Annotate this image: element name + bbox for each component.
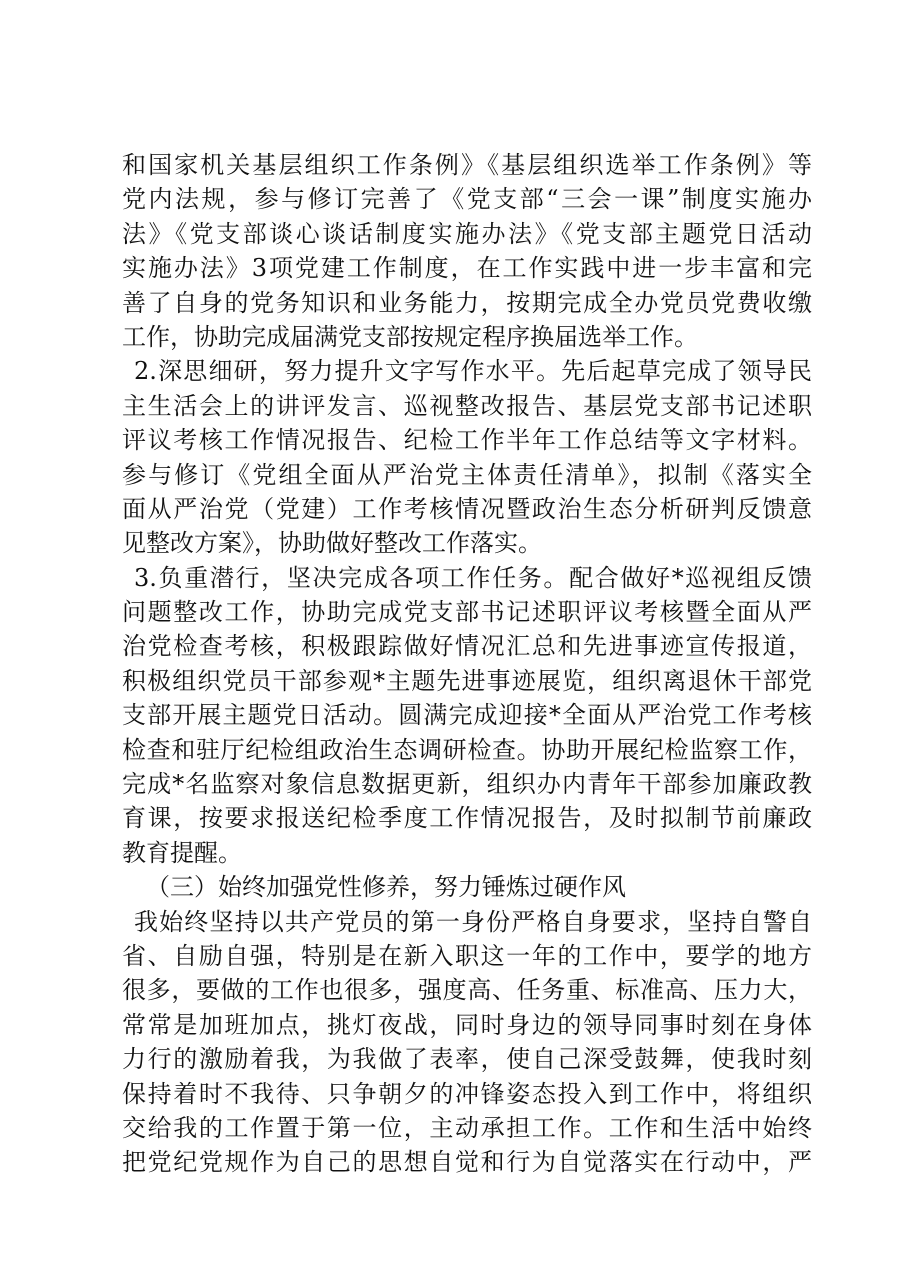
text-line: 善了自身的党务知识和业务能力，按期完成全办党员党费收缴 — [122, 288, 812, 317]
text-line: 参与修订《党组全面从严治党主体责任清单》，拟制《落实全 — [122, 460, 812, 489]
text-line: 问题整改工作，协助完成党支部书记述职评议考核暨全面从严 — [122, 598, 812, 627]
text-line: 党内法规，参与修订完善了《党支部“三会一课”制度实施办 — [122, 185, 812, 214]
text-line: 积极组织党员干部参观*主题先进事迹展览，组织离退休干部党 — [122, 666, 812, 695]
text-line: 治党检查考核，积极跟踪做好情况汇总和先进事迹宣传报道， — [122, 632, 812, 661]
text-line: 育课，按要求报送纪检季度工作情况报告，及时拟制节前廉政 — [122, 804, 812, 833]
text-line: 实施办法》3项党建工作制度，在工作实践中进一步丰富和完 — [122, 254, 812, 283]
text-line: 常常是加班加点，挑灯夜战，同时身边的领导同事时刻在身体 — [122, 1010, 812, 1039]
text-line: 力行的激励着我，为我做了表率，使自己深受鼓舞，使我时刻 — [122, 1045, 812, 1074]
text-line: 保持着时不我待、只争朝夕的冲锋姿态投入到工作中，将组织 — [122, 1079, 812, 1108]
section-heading: （三）始终加强党性修养，努力锤炼过硬作风 — [146, 873, 626, 902]
text-line: 省、自励自强，特别是在新入职这一年的工作中，要学的地方 — [122, 941, 812, 970]
text-line: 工作，协助完成届满党支部按规定程序换届选举工作。 — [122, 322, 698, 351]
paragraph-start-line: 2.深思细研，努力提升文字写作水平。先后起草完成了领导民 — [134, 357, 812, 386]
text-line: 支部开展主题党日活动。圆满完成迎接*全面从严治党工作考核 — [122, 701, 812, 730]
paragraph-start-line: 我始终坚持以共产党员的第一身份严格自身要求，坚持自警自 — [134, 907, 812, 936]
text-line: 检查和驻厅纪检组政治生态调研检查。协助开展纪检监察工作， — [122, 735, 812, 764]
text-line: 教育提醒。 — [122, 838, 242, 867]
text-line: 面从严治党（党建）工作考核情况暨政治生态分析研判反馈意 — [122, 494, 812, 523]
body-text — [122, 148, 812, 1180]
text-line: 很多，要做的工作也很多，强度高、任务重、标准高、压力大， — [122, 976, 812, 1005]
text-line: 评议考核工作情况报告、纪检工作半年工作总结等文字材料。 — [122, 426, 812, 455]
text-line: 法》《党支部谈心谈话制度实施办法》《党支部主题党日活动 — [122, 219, 812, 248]
text-line: 完成*名监察对象信息数据更新，组织办内青年干部参加廉政教 — [122, 770, 812, 799]
text-line: 见整改方案》，协助做好整改工作落实。 — [122, 529, 542, 558]
text-line: 和国家机关基层组织工作条例》《基层组织选举工作条例》等 — [122, 151, 812, 179]
text-line: 主生活会上的讲评发言、巡视整改报告、基层党支部书记述职 — [122, 391, 812, 420]
paragraph-start-line: 3.负重潜行，坚决完成各项工作任务。配合做好*巡视组反馈 — [134, 563, 812, 592]
text-line: 交给我的工作置于第一位，主动承担工作。工作和生活中始终 — [122, 1113, 812, 1142]
text-line: 把党纪党规作为自己的思想自觉和行为自觉落实在行动中，严 — [122, 1148, 812, 1177]
